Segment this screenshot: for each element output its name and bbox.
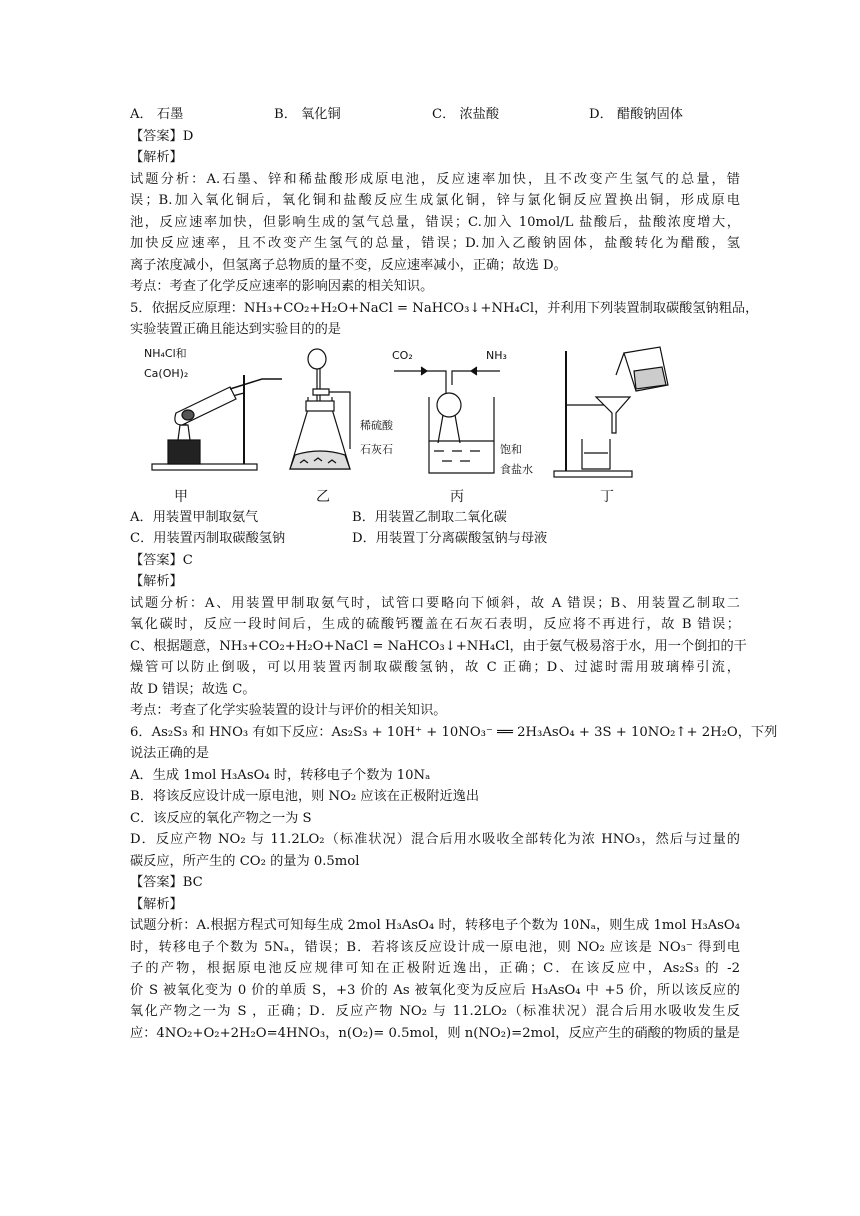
option-c: C．用装置丙制取碳酸氢钠 <box>130 531 286 546</box>
q5-analysis-line: 故 D 错误；故选 C。 <box>130 681 256 697</box>
q4-analysis-line: 误；B.加入氧化铜后，氧化铜和盐酸反应生成氯化铜，锌与氯化铜反应置换出铜，形成原电 <box>130 193 740 208</box>
q6-analysis-line: 时，转移电子个数为 5Nₐ，错误；B．若将该反应设计成一原电池，则 NO₂ 应该是 NO₃⁻ 得到电 <box>130 939 740 955</box>
q6-analysis-line: 应：4NO₂+O₂+2H₂O=4HNO₃，n(O₂)= 0.5mol，则 n(NO₂)=2mol，反应产生的硝酸的物质的量是 <box>130 1025 740 1041</box>
q5-options-row <box>130 507 740 529</box>
q4-analysis-heading: 【解析】 <box>130 150 183 165</box>
option-b: B．将该反应设计成一原电池，则 NO₂ 应该在正极附近逸出 <box>130 789 480 804</box>
q5-analysis-line: C、根据题意，NH₃+CO₂+H₂O+NaCl = NaHCO₃↓+NH₄Cl，由于氨气极易溶于水，用一个倒扣的干 <box>130 638 747 654</box>
apparatus-bing <box>392 349 507 473</box>
apparatus-yi <box>290 349 350 469</box>
q6-stem: 说法正确的是 <box>130 746 210 761</box>
q5-analysis-line: 燥管可以防止倒吸，可以用装置丙制取碳酸氢钠，故 C 正确；D、过滤时需用玻璃棒引流， <box>130 660 740 675</box>
q4-kaodian: 考点：考查了化学反应速率的影响因素的相关知识。 <box>130 279 434 294</box>
option-d: D．用装置丁分离碳酸氢钠与母液 <box>352 531 548 546</box>
jia-reagent-label: Ca(OH)₂ <box>144 366 189 380</box>
q4-analysis-line: 试题分析：A.石墨、锌和稀盐酸形成原电池，反应速率加快，且不改变产生氢气的总量，错 <box>130 171 740 187</box>
option-c: C． 浓盐酸 <box>432 107 500 122</box>
caption-bing: 丙 <box>450 488 464 505</box>
q5-kaodian: 考点：考查了化学实验装置的设计与评价的相关知识。 <box>130 703 447 718</box>
apparatus-ding <box>554 347 668 477</box>
option-a: A．生成 1mol H₃AsO₄ 时，转移电子个数为 10Nₐ <box>130 767 431 783</box>
caption-yi: 乙 <box>316 488 330 505</box>
q4-answer: 【答案】D <box>130 128 194 144</box>
jia-reagent-label: NH₄Cl和 <box>144 346 187 360</box>
option-b: B．用装置乙制取二氧化碳 <box>352 509 507 525</box>
q6-answer: 【答案】BC <box>130 875 203 890</box>
option-d: D． 醋酸钠固体 <box>589 107 683 122</box>
yi-stone-label: 石灰石 <box>360 442 393 456</box>
bing-solution-label: 食盐水 <box>500 462 533 476</box>
q5-stem: 实验装置正确且能达到实验目的的是 <box>130 322 341 337</box>
q4-options <box>130 104 740 126</box>
q4-analysis-line: 池，反应速率加快，但影响生成的氢气总量，错误；C.加入 10mol/L 盐酸后，盐酸浓度增大， <box>130 214 740 230</box>
q6-analysis-line: 氧化产物之一为 S ，正确；D．反应产物 NO₂ 与 11.2LO₂（标准状况）混合后用水吸收发生反 <box>130 1004 740 1019</box>
yi-acid-label: 稀硫酸 <box>360 418 393 432</box>
caption-jia: 甲 <box>174 488 188 505</box>
option-c: C．该反应的氧化产物之一为 S <box>130 810 312 826</box>
apparatus-figure <box>130 345 740 505</box>
q6-analysis-line: 试题分析：A.根据方程式可知每生成 2mol H₃AsO₄ 时，转移电子个数为 10Nₐ，则生成 1mol H₃AsO₄ <box>130 918 740 933</box>
q6-analysis-line: 子的产物，根据原电池反应规律可知在正极附近逸出，正确；C．在该反应中，As₂S₃ 的 -2 <box>130 961 740 976</box>
q6-analysis-line: 价 S 被氧化变为 0 价的单质 S，+3 价的 As 被氧化变为反应后 H₃AsO₄ 中 +5 价，所以该反应的 <box>130 982 740 998</box>
apparatus-jia <box>152 375 282 470</box>
q5-stem: 5．依据反应原理：NH₃+CO₂+H₂O+NaCl = NaHCO₃↓+NH₄Cl，并利用下列装置制取碳酸氢钠粗品， <box>130 300 759 316</box>
q6-analysis-heading: 【解析】 <box>130 896 183 912</box>
bing-solution-label: 饱和 <box>500 442 522 456</box>
q5-options-row <box>130 528 740 550</box>
bing-gas-nh3: NH₃ <box>486 348 507 362</box>
q5-answer: 【答案】C <box>130 552 193 568</box>
option-b: B． 氧化铜 <box>274 107 341 122</box>
caption-ding: 丁 <box>600 488 614 505</box>
q6-stem: 6．As₂S₃ 和 HNO₃ 有如下反应：As₂S₃ + 10H⁺ + 10NO₃⁻ ══ 2H₃AsO₄ + 3S + 10NO₂↑+ 2H₂O，下列 <box>130 724 778 740</box>
option-d: D．反应产物 NO₂ 与 11.2LO₂（标准状况）混合后用水吸收全部转化为浓 HNO₃，然后与过量的 <box>130 832 740 847</box>
q5-analysis-line: 氧化碳时，反应一段时间后，生成的硫酸钙覆盖在石灰石表明，反应将不再进行，故 B 错误； <box>130 617 740 632</box>
q4-analysis-line: 离子浓度减小，但氢离子总物质的量不变，反应速率减小，正确；故选 D。 <box>130 257 567 273</box>
q5-analysis-heading: 【解析】 <box>130 574 183 589</box>
option-d-continued: 碳反应，所产生的 CO₂ 的量为 0.5mol <box>130 853 360 869</box>
bing-gas-co2: CO₂ <box>392 348 413 362</box>
document-page <box>130 104 778 1044</box>
q4-analysis-line: 加快反应速率，且不改变产生氢气的总量，错误；D.加入乙酸钠固体，盐酸转化为醋酸，氢 <box>130 236 740 251</box>
option-a: A． 石墨 <box>130 107 184 122</box>
q5-analysis-line: 试题分析：A、用装置甲制取氨气时，试管口要略向下倾斜，故 A 错误；B、用装置乙制取二 <box>130 595 740 611</box>
option-a: A．用装置甲制取氨气 <box>130 509 259 525</box>
